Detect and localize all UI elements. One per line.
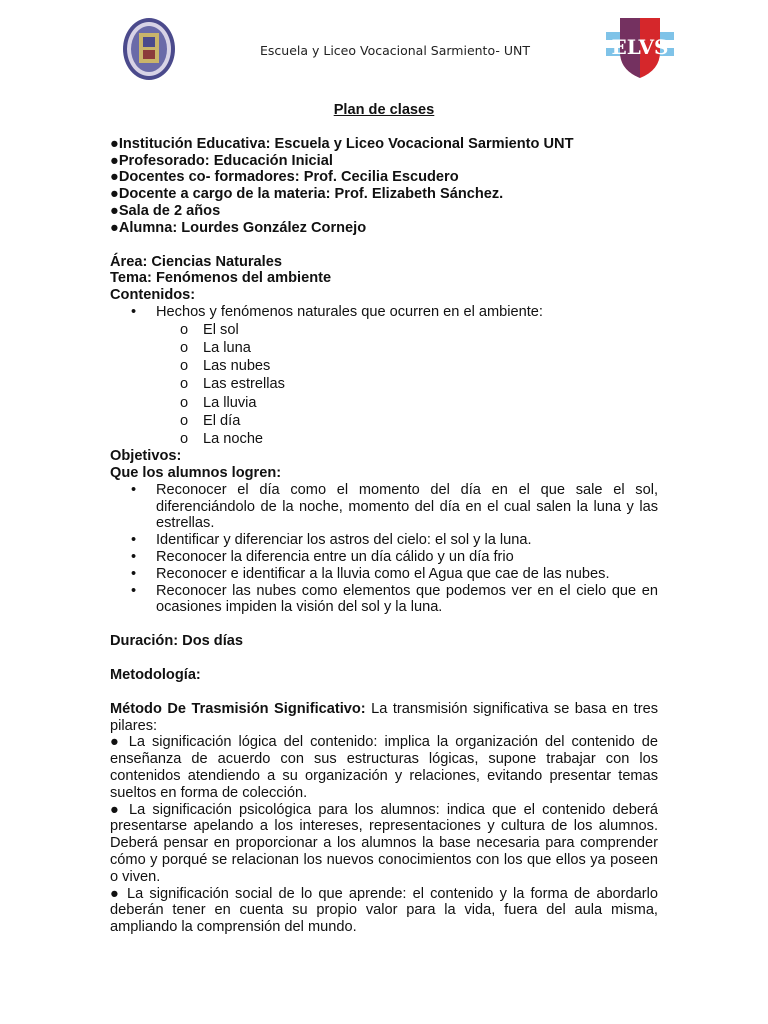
- area-heading: Área: Ciencias Naturales: [110, 253, 282, 270]
- list-item: o Las estrellas: [110, 375, 658, 393]
- university-seal-icon: [122, 17, 176, 81]
- list-item: • Reconocer e identificar a la lluvia como el Agua que cae de las nubes.: [110, 566, 658, 583]
- metodo-paragraph: [110, 701, 658, 735]
- list-item: o La noche: [110, 430, 658, 448]
- pilar-logica: ● La significación lógica del contenido: implica la organización del contenido de enseñanza de acuerdo con sus estructuras lógicas, supone trabajar con los contenidos atendiendo a su organización y relaciones, evitando presentar temas sueltos en forma de colección.: [110, 734, 658, 801]
- school-name: Escuela y Liceo Vocacional Sarmiento- UNT: [260, 43, 530, 58]
- list-item: • Reconocer las nubes como elementos que podemos ver en el cielo que en ocasiones impiden la visión del sol y la luna.: [110, 583, 658, 617]
- pilar-psicologica: ● La significación psicológica para los alumnos: indica que el contenido deberá presentarse apelando a los intereses, representaciones y cultura de los alumnos. Deberá pensar en proporcionar a los alumnos la base necesaria para comprender cómo y porqué se relacionan los nuevos conocimientos con los que ellos ya poseen o viven.: [110, 801, 658, 885]
- crest-lettering: ELVS: [611, 35, 669, 59]
- list-item: • Reconocer el día como el momento del día en el que sale el sol, diferenciándolo de la noche, momento del día en el cual salen la luna y las estrellas.: [110, 482, 658, 532]
- page-title: Plan de clases: [333, 102, 435, 118]
- list-item: o El sol: [110, 321, 658, 339]
- contenidos-bullet: • Hechos y fenómenos naturales que ocurren en el ambiente:: [110, 304, 658, 321]
- list-item: • Identificar y diferenciar los astros del cielo: el sol y la luna.: [110, 532, 658, 549]
- list-item: • Reconocer la diferencia entre un día cálido y un día frio: [110, 549, 658, 566]
- tema-heading: Tema: Fenómenos del ambiente: [110, 270, 332, 287]
- metodo-label: Método De Trasmisión Significativo:: [110, 700, 366, 717]
- metodologia-heading: Metodología:: [110, 666, 201, 683]
- objetivos-list: [110, 482, 658, 616]
- info-institucion: ●Institución Educativa: Escuela y Liceo Vocacional Sarmiento UNT: [110, 135, 574, 152]
- list-item: o La luna: [110, 339, 658, 357]
- duracion-heading: Duración: Dos días: [110, 633, 243, 650]
- metodo-text: La transmisión significativa se basa en tres pilares:: [110, 700, 658, 734]
- objetivos-intro: Que los alumnos logren:: [110, 464, 282, 481]
- info-sala: ●Sala de 2 años: [110, 202, 221, 219]
- info-alumna: ●Alumna: Lourdes González Cornejo: [110, 219, 367, 236]
- info-profesorado: ●Profesorado: Educación Inicial: [110, 152, 333, 169]
- contenidos-heading: Contenidos:: [110, 287, 196, 304]
- contenidos-list: [110, 321, 658, 448]
- info-docente-materia: ●Docente a cargo de la materia: Prof. Elizabeth Sánchez.: [110, 186, 504, 203]
- list-item: o El día: [110, 412, 658, 430]
- pilar-social: ● La significación social de lo que aprende: el contenido y la forma de abordarlo deberán tener en cuenta su propio valor para la vida, fuera del aula misma, ampliando la comprensión del mundo.: [110, 885, 658, 936]
- school-crest-icon: [606, 14, 674, 80]
- info-docentes: ●Docentes co- formadores: Prof. Cecilia Escudero: [110, 169, 459, 186]
- list-item: o Las nubes: [110, 357, 658, 375]
- document-header: [0, 0, 768, 95]
- objetivos-heading: Objetivos:: [110, 448, 182, 465]
- list-item: o La lluvia: [110, 394, 658, 412]
- lesson-plan: [110, 102, 658, 936]
- info-block: [110, 136, 658, 237]
